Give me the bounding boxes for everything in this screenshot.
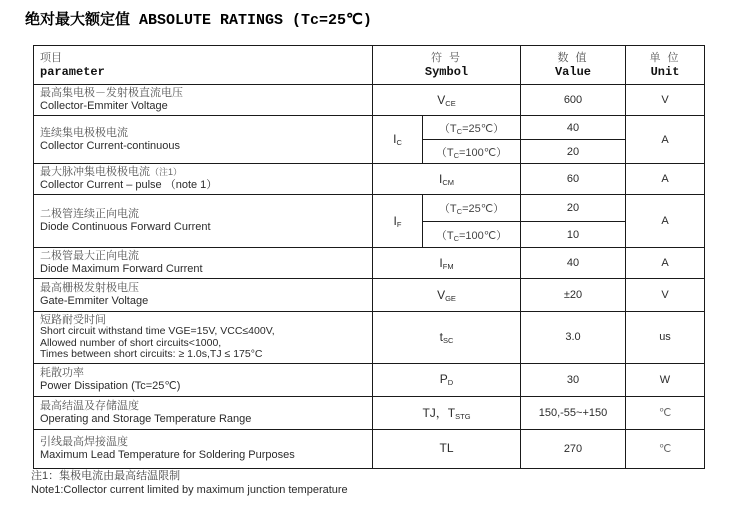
symbol-cell (373, 85, 521, 116)
table-row (34, 279, 705, 312)
table-row (34, 312, 705, 364)
symbol: $P_D$ (439, 372, 454, 387)
param-cn: 最高集电极－发射极直流电压 (40, 87, 183, 99)
symbol: TJ，$T_{STG}$ (422, 406, 471, 421)
header-parameter (34, 46, 373, 85)
table-row (34, 195, 705, 222)
symbol-cell (373, 164, 521, 195)
value-cell: 270 (521, 429, 626, 468)
table-row (34, 116, 705, 140)
param-en: Power Dissipation (Tc=25℃) (40, 379, 181, 392)
value-cell: ±20 (521, 279, 626, 312)
symbol-cell (373, 396, 521, 429)
footnotes (31, 469, 348, 497)
header-symbol-cn: 符 号 (430, 52, 463, 64)
value-cell: 30 (521, 363, 626, 396)
param-en: Diode Continuous Forward Current (40, 221, 211, 233)
symbol: $V_{GE}$ (437, 287, 456, 303)
footnote-cn: 注1：集极电流由最高结温限制 (31, 470, 181, 482)
table-row (34, 396, 705, 429)
param-cn: 最高栅极发射极电压 (40, 282, 139, 294)
condition-cell: $(T_C=25℃)$ (423, 116, 521, 140)
symbol: $I_F$ (393, 213, 402, 229)
value-cell: 150,-55~+150 (521, 396, 626, 429)
param-cell (34, 85, 373, 116)
param-cn: 最大脉冲集电极极电流（注1） (40, 166, 183, 178)
param-cell (34, 248, 373, 279)
symbol: $I_{CM}$ (438, 171, 454, 187)
param-cn: 连续集电极极电流 (40, 126, 128, 139)
unit-cell: us (626, 312, 705, 364)
param-en: Maximum Lead Temperature for Soldering Purposes (40, 448, 295, 461)
header-unit-en: Unit (650, 65, 680, 79)
param-cell (34, 396, 373, 429)
table-header-row (34, 46, 705, 85)
table-row (34, 248, 705, 279)
symbol: $I_C$ (393, 132, 402, 147)
param-en: Diode Maximum Forward Current (40, 263, 203, 275)
note-ref: （注1） (150, 167, 183, 177)
symbol-cell (373, 195, 423, 248)
value-cell: 40 (521, 248, 626, 279)
symbol-cell (373, 363, 521, 396)
symbol: TL (439, 441, 454, 455)
param-cell (34, 429, 373, 468)
header-unit (626, 46, 705, 85)
header-value-cn: 数 值 (557, 52, 589, 64)
param-en: Collector-Emmiter Voltage (40, 100, 168, 112)
header-unit-cn: 单 位 (649, 52, 681, 64)
unit-cell: V (626, 85, 705, 116)
param-cn: 二极管连续正向电流 (40, 208, 139, 220)
symbol: $I_{FM}$ (439, 255, 454, 271)
value-cell: 10 (521, 222, 626, 248)
param-cn: 引线最高焊接温度 (40, 435, 128, 448)
footnote-en: Note1:Collector current limited by maximum junction temperature (31, 484, 348, 496)
unit-cell: W (626, 363, 705, 396)
value-cell: 600 (521, 85, 626, 116)
absolute-ratings-table (33, 45, 705, 469)
header-parameter-cn: 项目 (40, 52, 62, 64)
param-cell (34, 164, 373, 195)
symbol: $t_{SC}$ (439, 329, 454, 345)
unit-cell: A (626, 116, 705, 164)
param-cn: 最高结温及存储温度 (40, 399, 139, 412)
header-value-en: Value (554, 65, 591, 79)
unit-cell: ℃ (626, 396, 705, 429)
header-parameter-en: parameter (40, 65, 105, 79)
param-cn: 二极管最大正向电流 (40, 250, 139, 262)
param-en: Operating and Storage Temperature Range (40, 412, 252, 425)
condition-cell: $(T_C=25℃)$ (423, 195, 521, 222)
symbol-cell (373, 116, 423, 164)
param-cell (34, 279, 373, 312)
symbol-cell (373, 279, 521, 312)
page-title: 绝对最大额定值 ABSOLUTE RATINGS (Tc=25℃) (25, 12, 372, 29)
unit-cell: ℃ (626, 429, 705, 468)
header-symbol (373, 46, 521, 85)
param-cell (34, 195, 373, 248)
symbol-cell (373, 248, 521, 279)
table-row (34, 363, 705, 396)
symbol-cell (373, 312, 521, 364)
unit-cell: V (626, 279, 705, 312)
param-en-line2: Allowed number of short circuits<1000, (40, 336, 222, 349)
param-en-line1: Short circuit withstand time VGE=15V, VCC≤400V, (40, 325, 275, 337)
param-en-line3: Times between short circuits: ≥ 1.0s,TJ ≤ 175°C (40, 348, 263, 360)
symbol-cell (373, 429, 521, 468)
condition-cell: $(T_C=100℃)$ (423, 222, 521, 248)
unit-cell: A (626, 195, 705, 248)
param-en: Gate-Emmiter Voltage (40, 295, 149, 307)
param-en: Collector Current-continuous (40, 139, 181, 152)
table-row (34, 85, 705, 116)
param-cell (34, 312, 373, 364)
unit-cell: A (626, 248, 705, 279)
value-cell: 60 (521, 164, 626, 195)
header-value (521, 46, 626, 85)
param-cell (34, 116, 373, 164)
table-row (34, 164, 705, 195)
param-cn: 耗散功率 (40, 366, 84, 379)
header-symbol-en: Symbol (424, 65, 469, 79)
condition-cell: $(T_C=100℃)$ (423, 140, 521, 164)
value-cell: 40 (521, 116, 626, 140)
value-cell: 20 (521, 195, 626, 222)
param-cn: 短路耐受时间 (40, 314, 106, 326)
table-row (34, 429, 705, 468)
unit-cell: A (626, 164, 705, 195)
symbol: $V_{CE}$ (437, 92, 456, 108)
value-cell: 3.0 (521, 312, 626, 364)
param-cell (34, 363, 373, 396)
value-cell: 20 (521, 140, 626, 164)
param-en: Collector Current – pulse （note 1） (40, 179, 218, 191)
